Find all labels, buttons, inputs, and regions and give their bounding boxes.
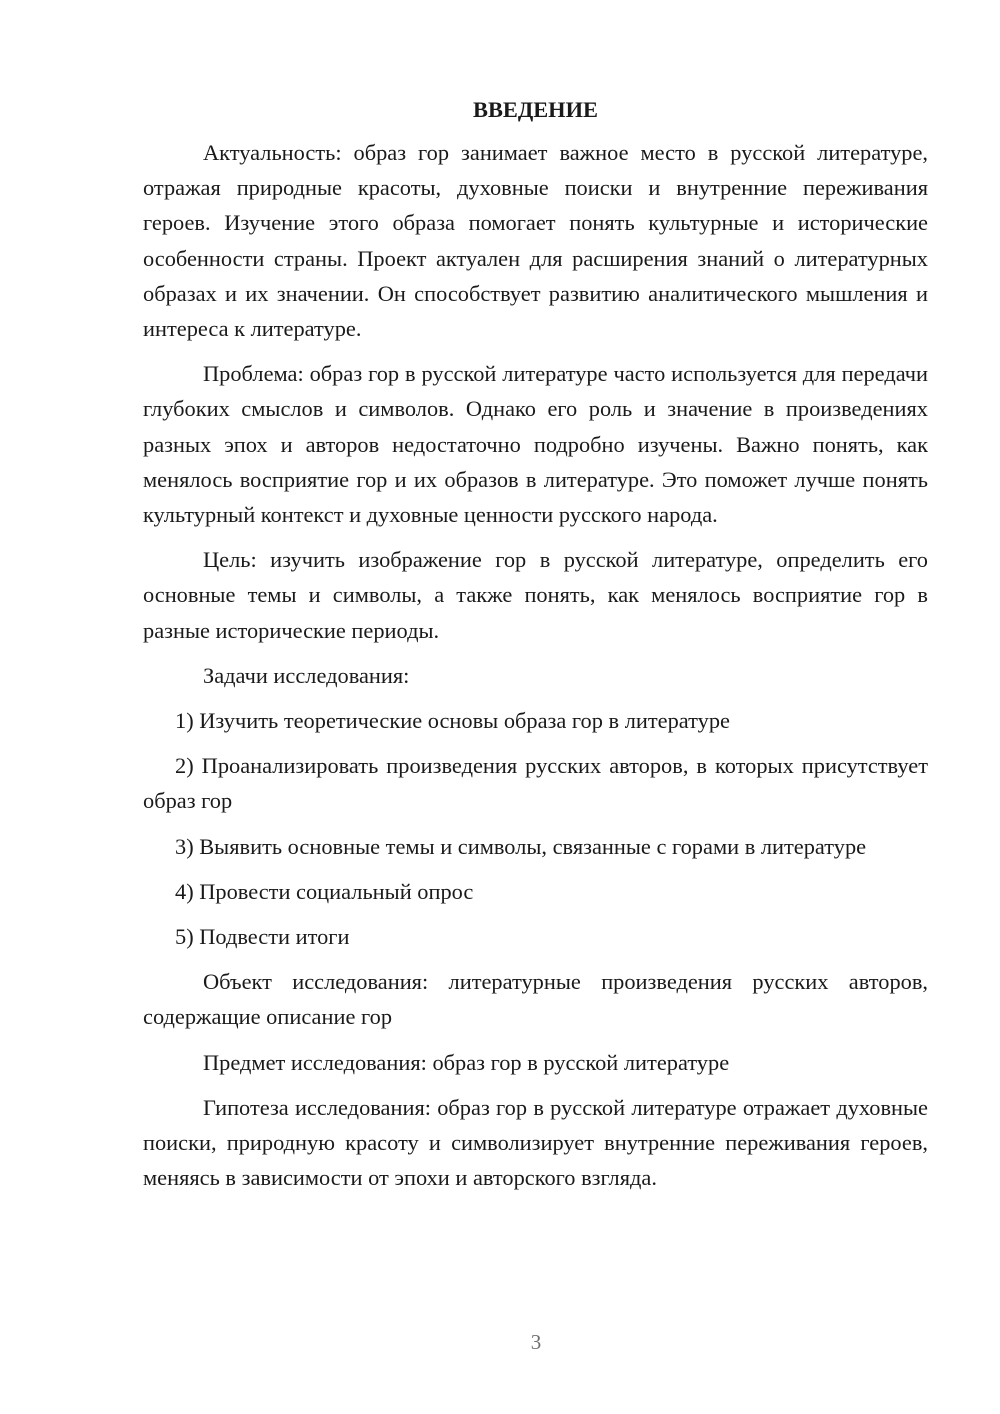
task-item-3: 3) Выявить основные темы и символы, связанные с горами в литературе (175, 833, 867, 859)
goal-paragraph: Цель: изучить изображение гор в русской литературе, определить его основные темы и символы, а также понять, как менялось восприятие гор в разные исторические периоды. (143, 547, 928, 643)
page-content (143, 92, 928, 1205)
task-item-5: 5) Подвести итоги (175, 924, 350, 950)
relevance-paragraph: Актуальность: образ гор занимает важное место в русской литературе, отражая природные красоты, духовные поиски и внутренние переживания героев. Изучение этого образа помогает понять культурные и исторические особенности страны. Проект актуален для расширения знаний о литературных образах и их значении. Он способствует развитию аналитического мышления и интереса к литературе. (143, 140, 928, 342)
subject-paragraph: Предмет исследования: образ гор в русской литературе (203, 1049, 730, 1075)
task-item-4: 4) Провести социальный опрос (175, 878, 474, 904)
object-paragraph: Объект исследования: литературные произведения русских авторов, содержащие описание гор (143, 969, 928, 1030)
tasks-heading: Задачи исследования: (203, 662, 410, 688)
task-item-1: 1) Изучить теоретические основы образа гор в литературе (175, 708, 730, 734)
section-title: ВВЕДЕНИЕ (473, 97, 598, 122)
hypothesis-paragraph: Гипотеза исследования: образ гор в русской литературе отражает духовные поиски, природную красоту и символизирует внутренние переживания героев, меняясь в зависимости от эпохи и авторского взгляда. (143, 1094, 928, 1191)
page-number: 3 (530, 1330, 542, 1354)
problem-paragraph: Проблема: образ гор в русской литературе часто используется для передачи глубоких смыслов и символов. Однако его роль и значение в произведениях разных эпох и авторов недостаточно подробно изучены. Важно понять, как менялось восприятие гор и их образов в литературе. Это поможет лучше понять культурный контекст и духовные ценности русского народа. (143, 361, 928, 528)
task-item-2: 2) Проанализировать произведения русских авторов, в которых присутствует образ гор (143, 753, 928, 814)
